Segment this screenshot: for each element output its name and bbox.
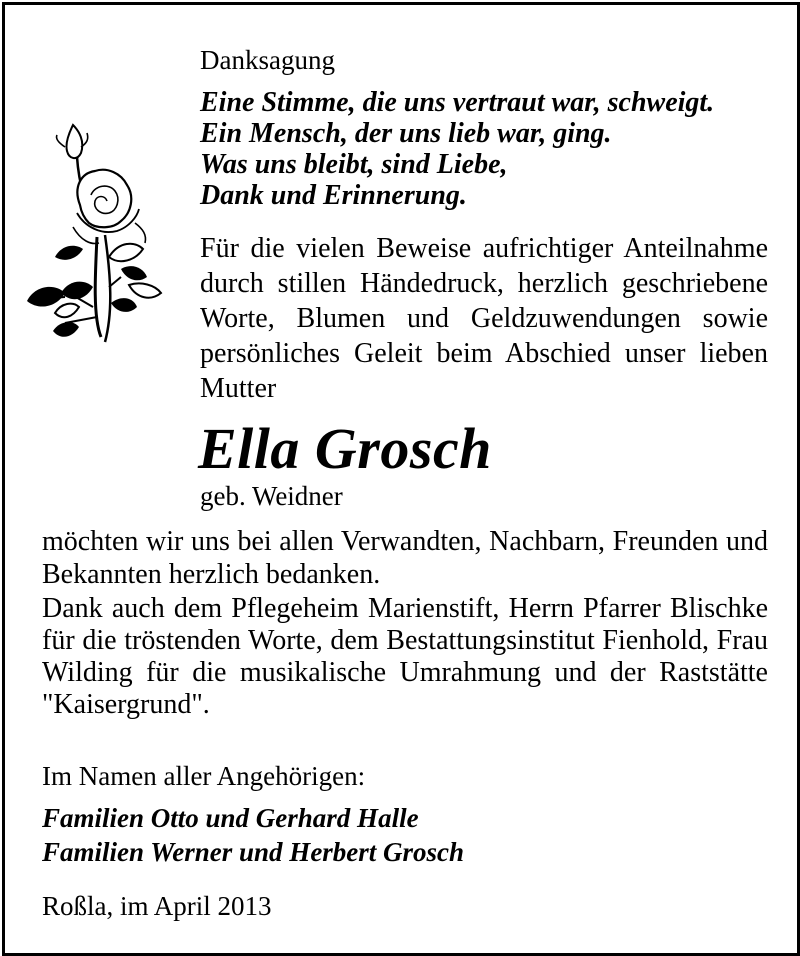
obituary-notice (2, 2, 800, 956)
rose-illustration-icon (25, 117, 175, 397)
on-behalf-label: Im Namen aller Angehörigen: (42, 761, 366, 791)
poem (200, 87, 714, 211)
birth-name: geb. Weidner (200, 481, 343, 511)
family-line: Familien Werner und Herbert Grosch (42, 837, 465, 867)
thanks-text: möchten wir uns bei allen Verwandten, Nachbarn, Freunden und Bekannten herzlich bedanken. (42, 526, 768, 590)
family-signatures (42, 801, 464, 869)
family-line: Familien Otto und Gerhard Halle (42, 803, 419, 833)
intro-text: Für die vielen Beweise aufrichtiger Anteilnahme durch stillen Händedruck, herzlich geschriebene Worte, Blumen und Geldzuwendungen sowie persönliches Geleit beim Abschied unser lieben Mutter (200, 233, 768, 404)
poem-line: Ein Mensch, der uns lieb war, ging. (200, 118, 612, 149)
additional-thanks-text: Dank auch dem Pflegeheim Marienstift, Herrn Pfarrer Blischke für die tröstenden Worte, dem Bestattungsinstitut Fienhold, Frau Wilding für die musikalische Umrahmung und der Raststätte "Kaisergrund". (42, 593, 768, 720)
heading: Danksagung (200, 45, 335, 75)
poem-line: Dank und Erinnerung. (200, 180, 467, 211)
poem-line: Eine Stimme, die uns vertraut war, schweigt. (200, 87, 715, 118)
place-date: Roßla, im April 2013 (42, 891, 272, 921)
poem-line: Was uns bleibt, sind Liebe, (200, 149, 508, 180)
deceased-name: Ella Grosch (198, 416, 492, 481)
